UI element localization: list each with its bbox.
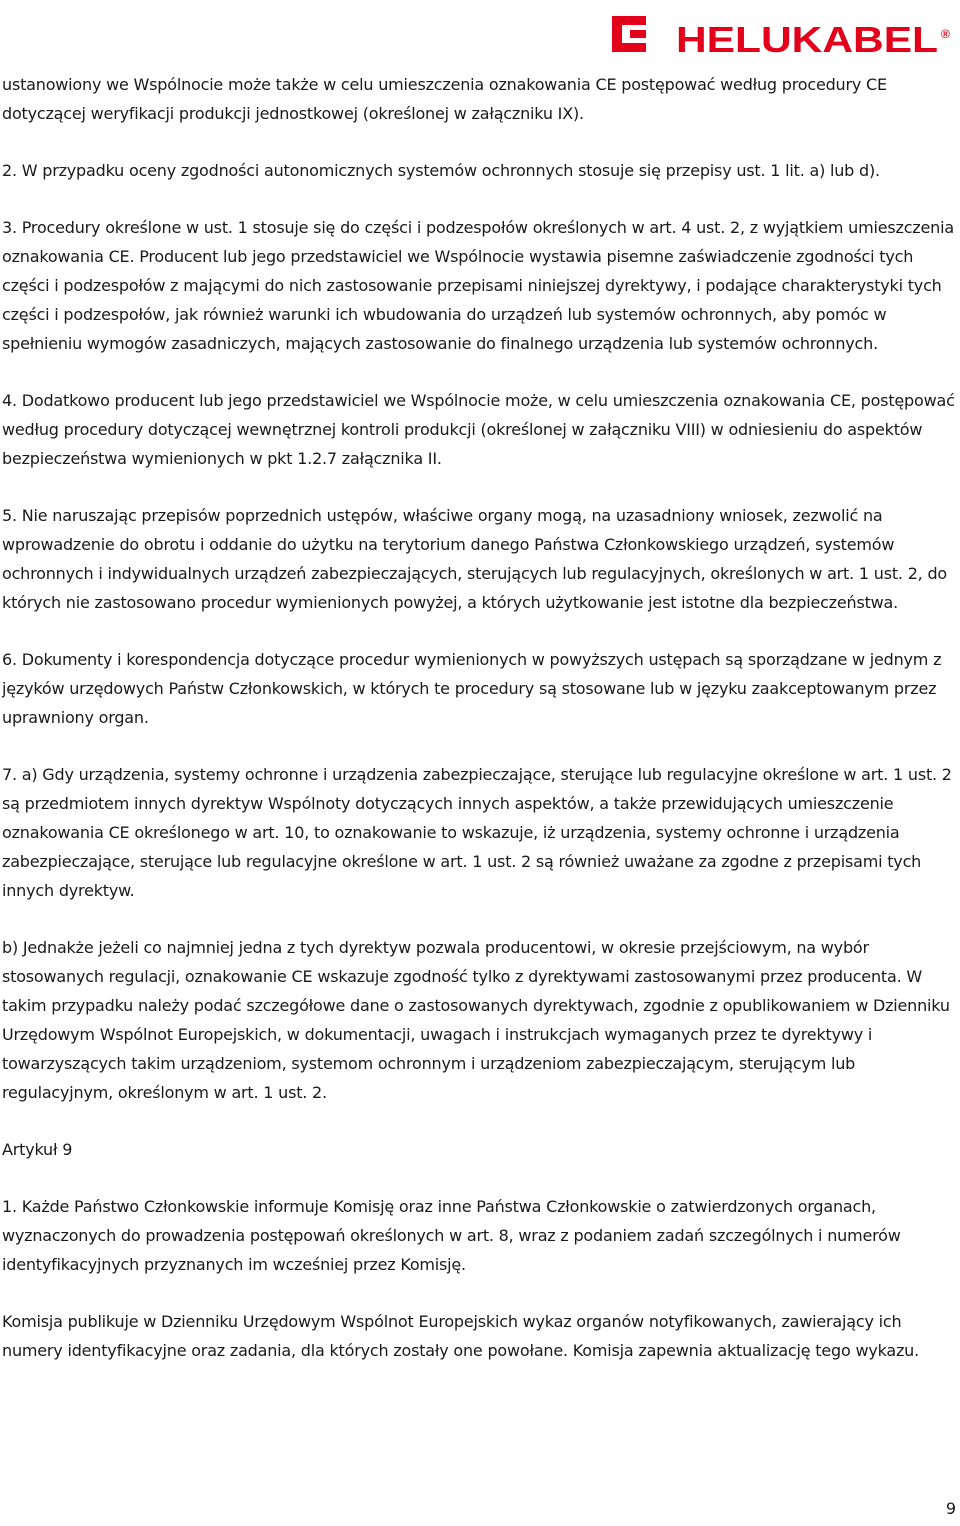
paragraph: 7. a) Gdy urządzenia, systemy ochronne i urządzenia zabezpieczające, sterujące lub regulacyjne określone w art. 1 ust. 2 są przedmiotem innych dyrektyw Wspólnoty dotyczących innych aspektów, a także przewidujących umieszczenie oznakowania CE określonego w art. 10, to oznakowanie to wskazuje, iż urządzenia, systemy ochronne i urządzenia zabezpieczające, sterujące lub regulacyjne określone w art. 1 ust. 2 są również uważane za zgodne z przepisami tych innych dyrektyw. bbox=[2, 765, 952, 900]
paragraph: 3. Procedury określone w ust. 1 stosuje się do części i podzespołów określonych w art. 4 ust. 2, z wyjątkiem umieszczenia oznakowania CE. Producent lub jego przedstawiciel we Wspólnocie wystawia pisemne zaświadczenie zgodności tych części i podzespołów z mającymi do nich zastosowanie przepisami niniejszej dyrektywy, i podające charakterystyki tych części i podzespołów, jak również warunki ich wbudowania do urządzeń lub systemów ochronnych, aby pomóc w spełnieniu wymogów zasadniczych, mających zastosowanie do finalnego urządzenia lub systemów ochronnych. bbox=[2, 218, 954, 353]
article-heading: Artykuł 9 bbox=[2, 1140, 73, 1159]
paragraph: Komisja publikuje w Dzienniku Urzędowym Wspólnot Europejskich wykaz organów notyfikowanych, zawierający ich numery identyfikacyjne oraz zadania, dla których zostały one powołane. Komisja zapewnia aktualizację tego wykazu. bbox=[2, 1312, 920, 1360]
paragraph: 5. Nie naruszając przepisów poprzednich ustępów, właściwe organy mogą, na uzasadniony wniosek, zezwolić na wprowadzenie do obrotu i oddanie do użytku na terytorium danego Państwa Członkowskiego urządzeń, systemów ochronnych i indywidualnych urządzeń zabezpieczających, sterujących lub regulacyjnych, określonych w art. 1 ust. 2, do których nie zastosowano procedur wymienionych powyżej, a których użytkowanie jest istotne dla bezpieczeństwa. bbox=[2, 506, 947, 612]
document-body bbox=[2, 70, 956, 1393]
svg-text:HELUKABEL: HELUKABEL bbox=[676, 19, 938, 56]
paragraph: 4. Dodatkowo producent lub jego przedstawiciel we Wspólnocie może, w celu umieszczenia oznakowania CE, postępować według procedury dotyczącej wewnętrznej kontroli produkcji (określonej w załączniku VIII) w odniesieniu do aspektów bezpieczeństwa wymienionych w pkt 1.2.7 załącznika II. bbox=[2, 391, 955, 468]
helukabel-logo bbox=[610, 16, 954, 56]
helukabel-logo-graphic bbox=[610, 16, 954, 56]
paragraph: 1. Każde Państwo Członkowskie informuje Komisję oraz inne Państwa Członkowskie o zatwierdzonych organach, wyznaczonych do prowadzenia postępowań określonych w art. 8, wraz z podaniem zadań szczególnych i numerów identyfikacyjnych przyznanych im wcześniej przez Komisję. bbox=[2, 1197, 901, 1274]
paragraph: ustanowiony we Wspólnocie może także w celu umieszczenia oznakowania CE postępować według procedury CE dotyczącej weryfikacji produkcji jednostkowej (określonej w załączniku IX). bbox=[2, 75, 887, 123]
paragraph: b) Jednakże jeżeli co najmniej jedna z tych dyrektyw pozwala producentowi, w okresie przejściowym, na wybór stosowanych regulacji, oznakowanie CE wskazuje zgodność tylko z dyrektywami zastosowanymi przez producenta. W takim przypadku należy podać szczegółowe dane o zastosowanych dyrektywach, zgodnie z opublikowaniem w Dzienniku Urzędowym Wspólnot Europejskich, w dokumentacji, uwagach i instrukcjach wymaganych przez te dyrektywy i towarzyszących takim urządzeniom, systemom ochronnym i urządzeniom zabezpieczającym, sterującym lub regulacyjnym, określonym w art. 1 ust. 2. bbox=[2, 938, 950, 1102]
paragraph: 2. W przypadku oceny zgodności autonomicznych systemów ochronnych stosuje się przepisy ust. 1 lit. a) lub d). bbox=[2, 161, 880, 180]
page-number: 9 bbox=[945, 1499, 956, 1518]
svg-text:®: ® bbox=[941, 27, 950, 41]
paragraph: 6. Dokumenty i korespondencja dotyczące procedur wymienionych w powyższych ustępach są sporządzane w jednym z języków urzędowych Państw Członkowskich, w których te procedury są stosowane lub w języku zaakceptowanym przez uprawniony organ. bbox=[2, 650, 942, 727]
